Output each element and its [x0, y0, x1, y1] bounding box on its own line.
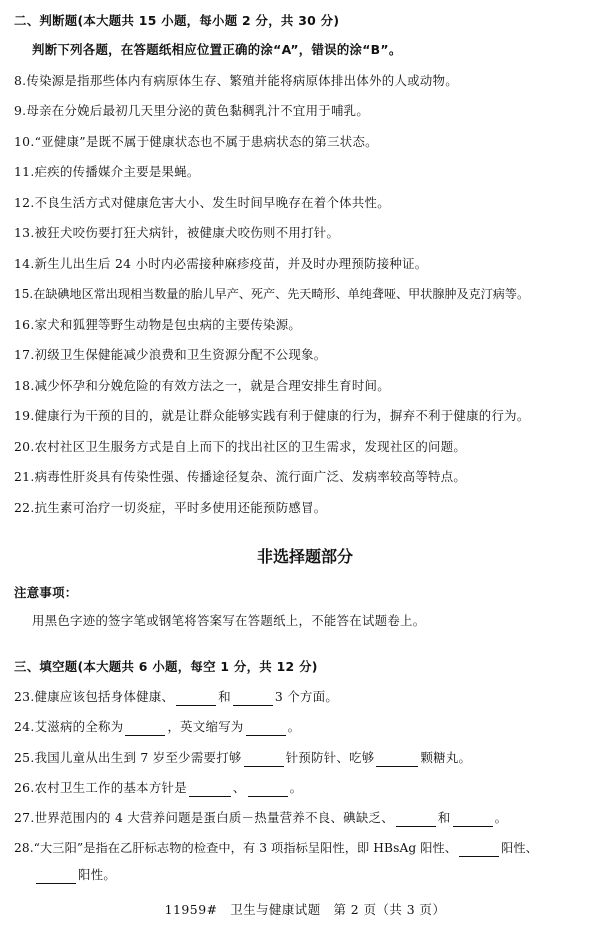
question-15: 15.在缺碘地区常出现相当数量的胎儿早产、死产、先天畸形、单纯聋哑、甲状腺肿及克汀病等。: [14, 287, 530, 301]
answer-blank[interactable]: [396, 814, 436, 827]
question-10: 10.“亚健康”是既不属于健康状态也不属于患病状态的第三状态。: [14, 134, 378, 149]
answer-blank[interactable]: [453, 814, 493, 827]
question-28-continued: 阳性。: [14, 866, 602, 884]
question-13: 13.被狂犬咬伤要打狂犬病针，被健康犬咬伤则不用打针。: [14, 225, 340, 240]
answer-blank[interactable]: [176, 693, 216, 706]
answer-blank[interactable]: [459, 844, 499, 857]
answer-blank[interactable]: [244, 754, 284, 767]
question-9: 9.母亲在分娩后最初几天里分泌的黄色黏稠乳汁不宜用于哺乳。: [14, 103, 370, 118]
question-27: 27.世界范围内的 4 大营养问题是蛋白质－热量营养不良、碘缺乏、 和 。: [14, 810, 508, 825]
question-28: 28.“大三阳”是指在乙肝标志物的检查中，有 3 项指标呈阳性，即 HBsAg 阳性、 阳性、: [14, 841, 538, 855]
answer-blank[interactable]: [246, 723, 286, 736]
question-8: 8.传染源是指那些体内有病原体生存、繁殖并能将病原体排出体外的人或动物。: [14, 73, 458, 88]
question-23: 23.健康应该包括身体健康、 和 3 个方面。: [14, 689, 339, 704]
question-22: 22.抗生素可治疗一切炎症，平时多使用还能预防感冒。: [14, 500, 327, 515]
section3-title: 三、填空题(本大题共 6 小题，每空 1 分，共 12 分): [14, 659, 318, 674]
answer-blank[interactable]: [233, 693, 273, 706]
answer-blank[interactable]: [189, 784, 231, 797]
question-20: 20.农村社区卫生服务方式是自上而下的找出社区的卫生需求，发现社区的问题。: [14, 439, 467, 454]
notice-title: 注意事项：: [14, 585, 78, 600]
question-11: 11.疟疾的传播媒介主要是果蝇。: [14, 164, 200, 179]
section2-title: 二、判断题(本大题共 15 小题，每小题 2 分，共 30 分): [14, 13, 340, 28]
question-19: 19.健康行为干预的目的，就是让群众能够实践有利于健康的行为，摒弃不利于健康的行为。: [14, 408, 530, 423]
question-26: 26.农村卫生工作的基本方针是 、 。: [14, 780, 303, 795]
notice-text: 用黑色字迹的签字笔或钢笔将答案写在答题纸上，不能答在试题卷上。: [32, 613, 426, 628]
answer-blank[interactable]: [248, 784, 288, 797]
nonchoice-heading: 非选择题部分: [256, 547, 353, 566]
question-18: 18.减少怀孕和分娩危险的有效方法之一，就是合理安排生育时间。: [14, 378, 390, 393]
question-16: 16.家犬和狐狸等野生动物是包虫病的主要传染源。: [14, 317, 302, 332]
section2-instruction: 判断下列各题，在答题纸相应位置正确的涂“A”，错误的涂“B”。: [32, 42, 402, 57]
question-24: 24.艾滋病的全称为 ，英文缩写为 。: [14, 719, 301, 734]
answer-blank[interactable]: [376, 754, 418, 767]
question-14: 14.新生儿出生后 24 小时内必需接种麻疹疫苗，并及时办理预防接种证。: [14, 256, 428, 271]
question-21: 21.病毒性肝炎具有传染性强、传播途径复杂、流行面广泛、发病率较高等特点。: [14, 469, 467, 484]
question-25: 25.我国儿童从出生到 7 岁至少需要打够 针预防针、吃够 颗糖丸。: [14, 750, 472, 765]
page-footer: 11959# 卫生与健康试题 第 2 页（共 3 页）: [164, 902, 446, 917]
question-17: 17.初级卫生保健能减少浪费和卫生资源分配不公现象。: [14, 347, 327, 362]
answer-blank[interactable]: [125, 723, 165, 736]
answer-blank[interactable]: [36, 871, 76, 884]
question-12: 12.不良生活方式对健康危害大小、发生时间早晚存在着个体共性。: [14, 195, 390, 210]
